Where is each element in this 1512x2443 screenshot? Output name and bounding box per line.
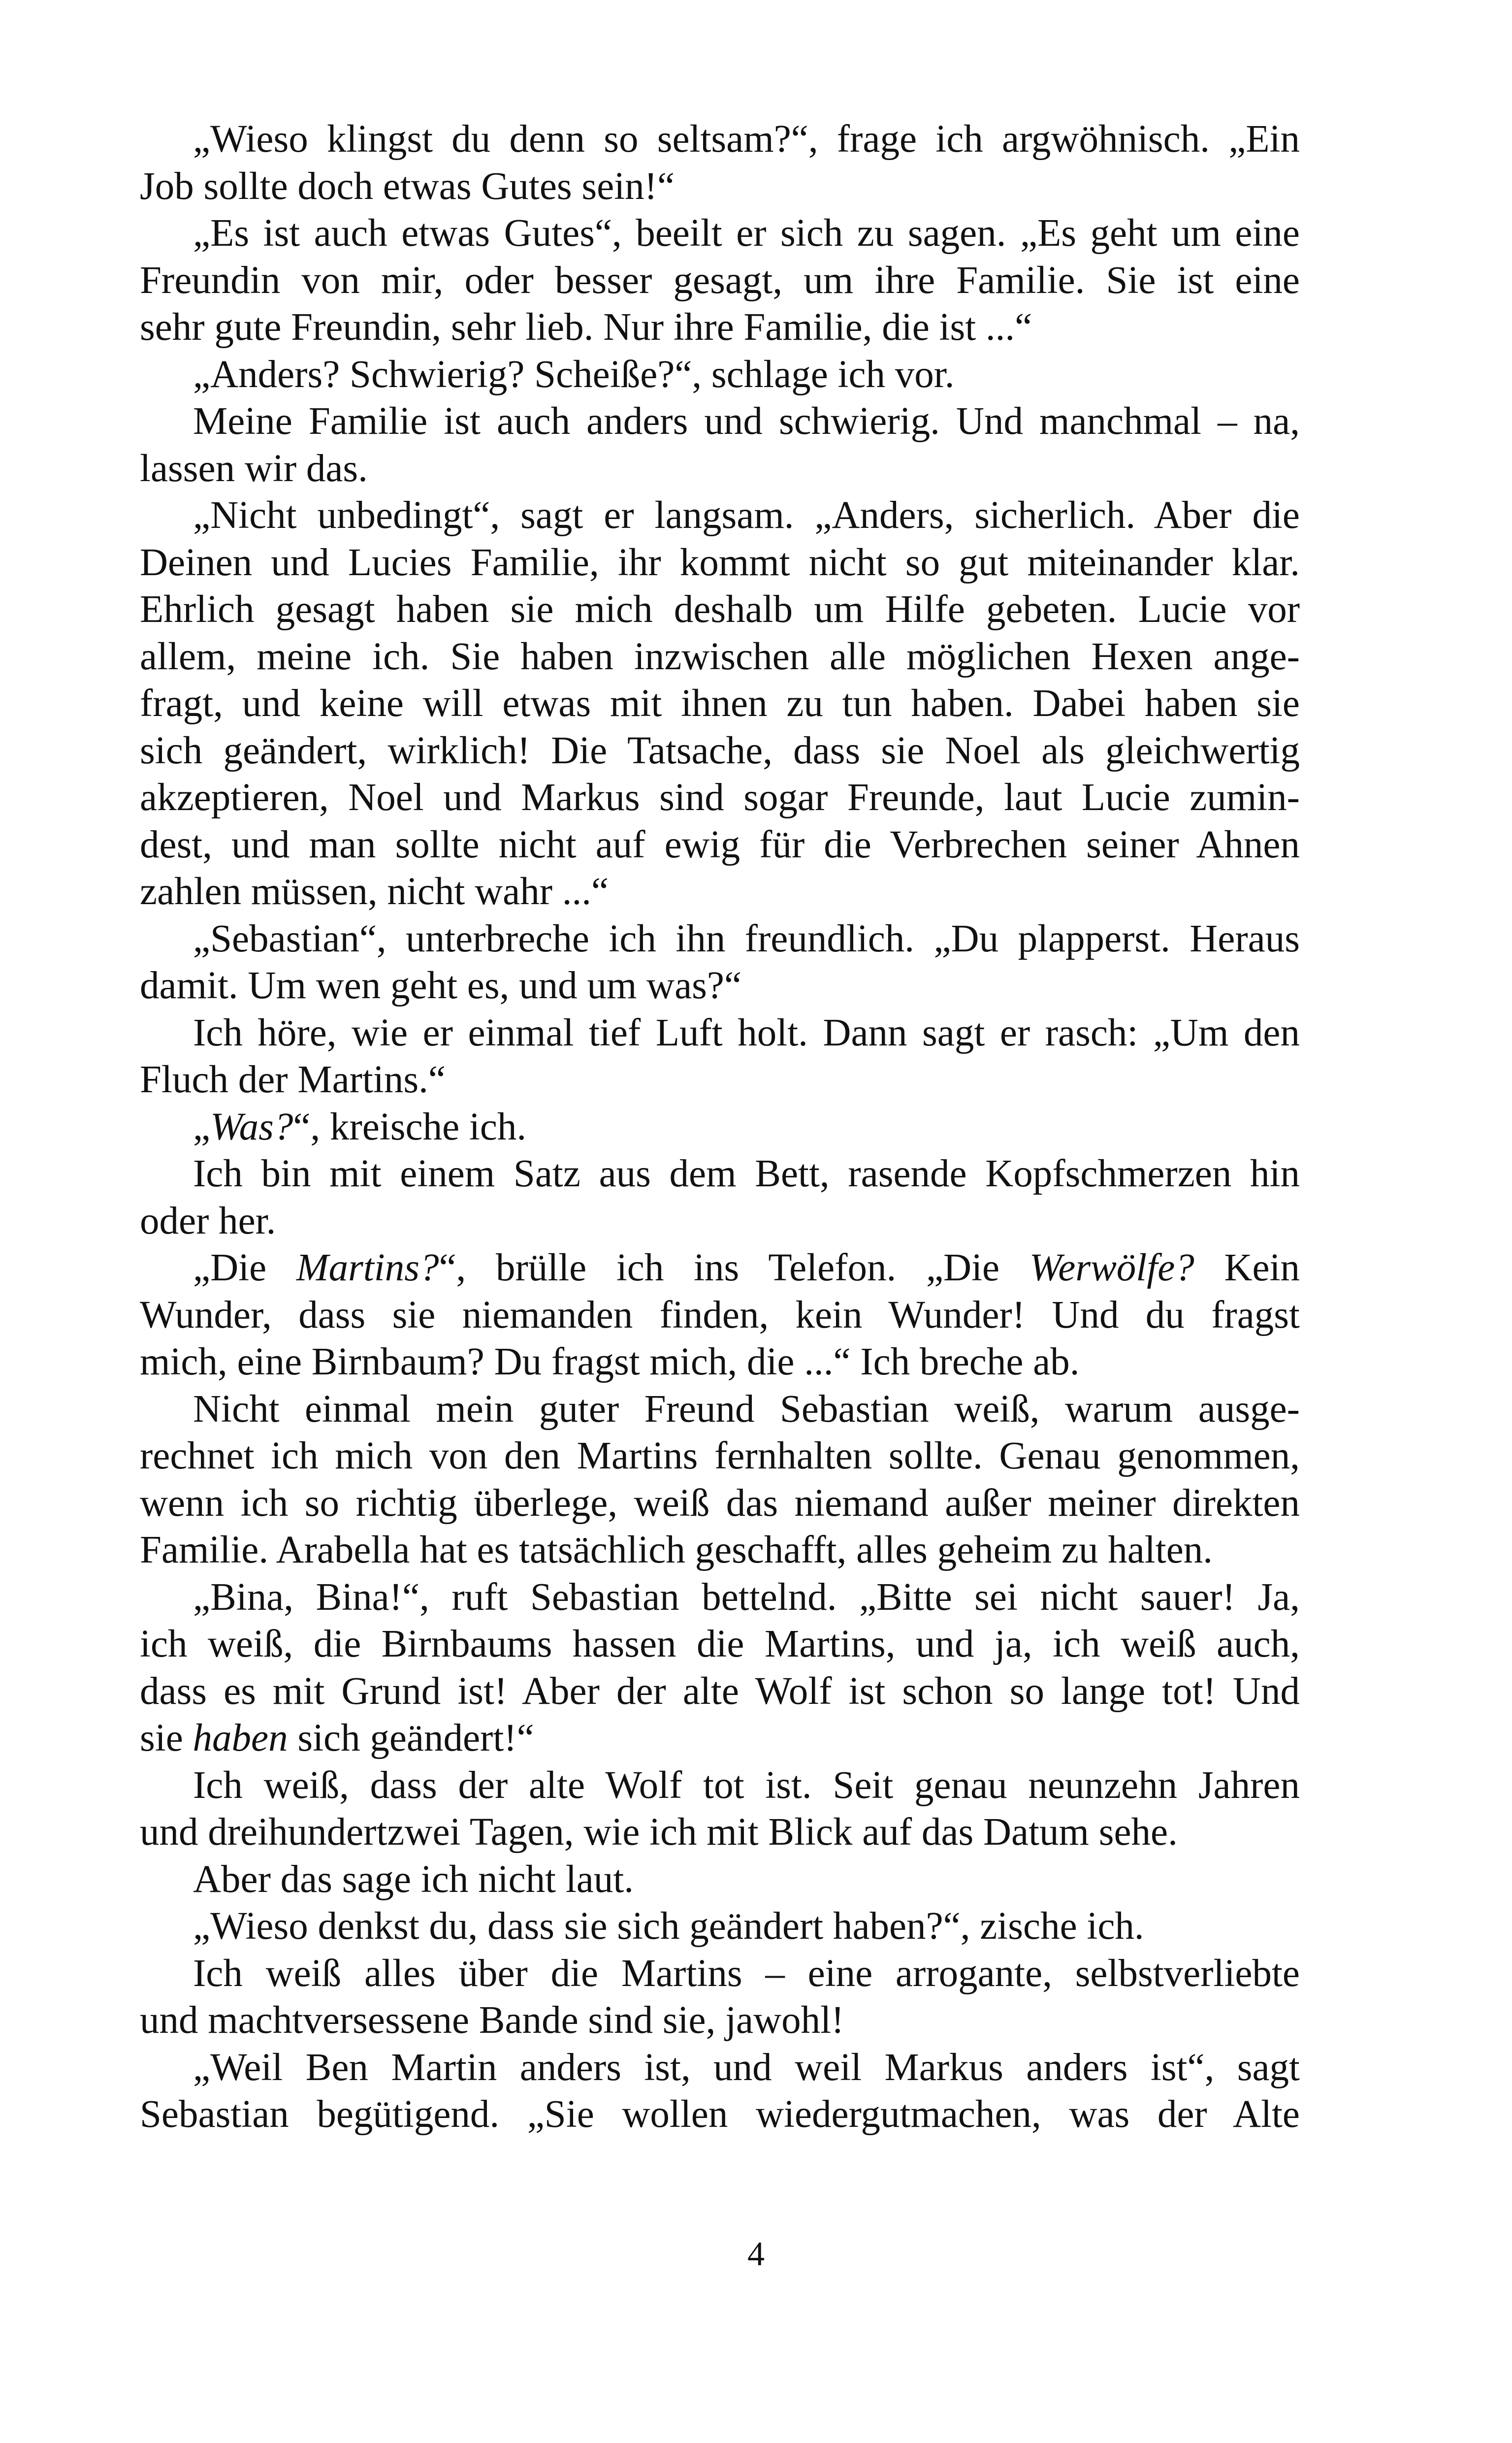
text-segment: Deinen und Lucies Familie, ihr kommt nicht so gut miteinander klar.	[140, 541, 1300, 584]
text-line	[140, 445, 1300, 492]
text-segment: „Sebastian“, unterbreche ich ihn freundlich. „Du plapperst. Heraus	[193, 917, 1300, 960]
text-segment: Familie. Arabella hat es tatsächlich geschafft, alles geheim zu halten.	[140, 1529, 1213, 1571]
text-segment: Ich höre, wie er einmal tief Luft holt. Dann sagt er rasch: „Um den	[193, 1011, 1300, 1054]
text-segment: und machtversessene Bande sind sie, jawohl!	[140, 1999, 844, 2042]
text-segment: Aber das sage ich nicht laut.	[193, 1857, 634, 1901]
text-segment: dass es mit Grund ist! Aber der alte Wolf ist schon so lange tot! Und	[140, 1669, 1300, 1713]
text-segment: und dreihundertzwei Tagen, wie ich mit Blick auf das Datum sehe.	[140, 1811, 1178, 1854]
text-line	[140, 821, 1300, 869]
text-segment: Fluch der Martins.“	[140, 1058, 446, 1101]
text-segment: ich weiß, die Birnbaums hassen die Martins, und ja, ich weiß auch,	[140, 1623, 1300, 1665]
text-line	[140, 210, 1300, 257]
text-segment: “, kreische ich.	[293, 1105, 527, 1148]
text-line	[140, 116, 1300, 163]
text-line	[140, 2091, 1300, 2138]
text-segment: „Weil Ben Martin anders ist, und weil Markus anders ist“, sagt	[193, 2046, 1300, 2089]
text-line	[140, 1903, 1300, 1950]
text-line	[140, 1856, 1300, 1903]
italic-text: Werwölfe?	[1029, 1246, 1194, 1289]
text-segment: „Nicht unbedingt“, sagt er langsam. „Anders, sicherlich. Aber die	[193, 494, 1300, 537]
text-segment: Nicht einmal mein guter Freund Sebastian weiß, warum ausge-	[193, 1387, 1300, 1431]
italic-text: haben	[193, 1717, 288, 1759]
text-segment: wenn ich so richtig überlege, weiß das niemand außer meiner direkten	[140, 1481, 1300, 1525]
text-segment: allem, meine ich. Sie haben inzwischen alle möglichen Hexen ange-	[140, 635, 1300, 678]
text-line	[140, 774, 1300, 821]
text-line	[140, 351, 1300, 398]
text-segment: Kein	[1194, 1246, 1300, 1289]
text-line	[140, 680, 1300, 727]
text-segment: Ich weiß, dass der alte Wolf tot ist. Seit genau neunzehn Jahren	[193, 1763, 1300, 1807]
text-segment: lassen wir das.	[140, 447, 368, 490]
text-segment: „Bina, Bina!“, ruft Sebastian bettelnd. „Bitte sei nicht sauer! Ja,	[193, 1575, 1300, 1619]
text-line	[140, 1668, 1300, 1715]
text-line	[140, 1715, 1300, 1762]
text-line	[140, 492, 1300, 539]
text-line	[140, 1010, 1300, 1057]
text-segment: Ehrlich gesagt haben sie mich deshalb um Hilfe gebeten. Lucie vor	[140, 588, 1300, 631]
text-segment: sich geändert, wirklich! Die Tatsache, dass sie Noel als gleichwertig	[140, 729, 1300, 772]
text-line	[140, 1104, 1300, 1151]
text-segment: Wunder, dass sie niemanden finden, kein Wunder! Und du fragst	[140, 1293, 1300, 1336]
text-line	[140, 1480, 1300, 1527]
text-segment: akzeptieren, Noel und Markus sind sogar Freunde, laut Lucie zumin-	[140, 776, 1300, 819]
text-segment: Sebastian begütigend. „Sie wollen wiedergutmachen, was der Alte	[140, 2093, 1300, 2136]
text-line	[140, 1950, 1300, 1997]
text-line	[140, 586, 1300, 633]
text-line	[140, 1150, 1300, 1198]
page-number: 4	[747, 2235, 765, 2273]
text-line	[140, 398, 1300, 445]
text-line	[140, 1809, 1300, 1856]
text-segment: mich, eine Birnbaum? Du fragst mich, die ...“ Ich breche ab.	[140, 1340, 1080, 1383]
text-segment: „Die	[193, 1246, 296, 1289]
text-line	[140, 257, 1300, 304]
text-segment: „	[193, 1105, 211, 1148]
text-line	[140, 1433, 1300, 1480]
text-segment: zahlen müssen, nicht wahr ...“	[140, 870, 609, 913]
text-segment: fragt, und keine will etwas mit ihnen zu tun haben. Dabei haben sie	[140, 682, 1300, 725]
text-segment: “, brülle ich ins Telefon. „Die	[439, 1246, 1029, 1289]
text-segment: rechnet ich mich von den Martins fernhalten sollte. Genau genommen,	[140, 1434, 1300, 1477]
text-segment: damit. Um wen geht es, und um was?“	[140, 964, 742, 1007]
text-line	[140, 1338, 1300, 1386]
text-segment: oder her.	[140, 1199, 276, 1242]
text-segment: Meine Familie ist auch anders und schwierig. Und manchmal – na,	[193, 400, 1300, 443]
text-line	[140, 304, 1300, 351]
text-segment: „Anders? Schwierig? Scheiße?“, schlage ich vor.	[193, 353, 955, 396]
text-segment: Ich weiß alles über die Martins – eine arrogante, selbstverliebte	[193, 1952, 1300, 1995]
text-line	[140, 2044, 1300, 2091]
italic-text: Martins?	[296, 1246, 439, 1289]
italic-text: Was?	[210, 1105, 293, 1148]
text-line	[140, 1621, 1300, 1668]
text-line	[140, 1292, 1300, 1339]
text-segment: dest, und man sollte nicht auf ewig für die Verbrechen seiner Ahnen	[140, 823, 1300, 866]
text-line	[140, 868, 1300, 915]
text-line	[140, 1386, 1300, 1433]
text-line	[140, 1762, 1300, 1809]
text-segment: sie	[140, 1717, 193, 1759]
text-line	[140, 962, 1300, 1010]
text-line	[140, 1527, 1300, 1574]
text-segment: „Wieso denkst du, dass sie sich geändert haben?“, zische ich.	[193, 1905, 1144, 1948]
text-segment: Ich bin mit einem Satz aus dem Bett, rasende Kopfschmerzen hin	[193, 1152, 1300, 1195]
text-line	[140, 1574, 1300, 1621]
text-line	[140, 539, 1300, 586]
text-line	[140, 1056, 1300, 1104]
text-segment: sehr gute Freundin, sehr lieb. Nur ihre Familie, die ist ...“	[140, 306, 1032, 349]
text-line	[140, 1997, 1300, 2044]
text-line	[140, 727, 1300, 775]
text-line	[140, 915, 1300, 963]
text-segment: „Es ist auch etwas Gutes“, beeilt er sich zu sagen. „Es geht um eine	[193, 212, 1300, 255]
text-segment: Job sollte doch etwas Gutes sein!“	[140, 164, 675, 208]
text-segment: Freundin von mir, oder besser gesagt, um ihre Familie. Sie ist eine	[140, 259, 1300, 302]
text-line	[140, 1198, 1300, 1245]
text-line	[140, 1244, 1300, 1292]
text-line	[140, 633, 1300, 681]
text-line	[140, 163, 1300, 210]
body-text	[140, 116, 1300, 2138]
text-segment: sich geändert!“	[288, 1717, 534, 1759]
text-segment: „Wieso klingst du denn so seltsam?“, frage ich argwöhnisch. „Ein	[193, 118, 1300, 161]
